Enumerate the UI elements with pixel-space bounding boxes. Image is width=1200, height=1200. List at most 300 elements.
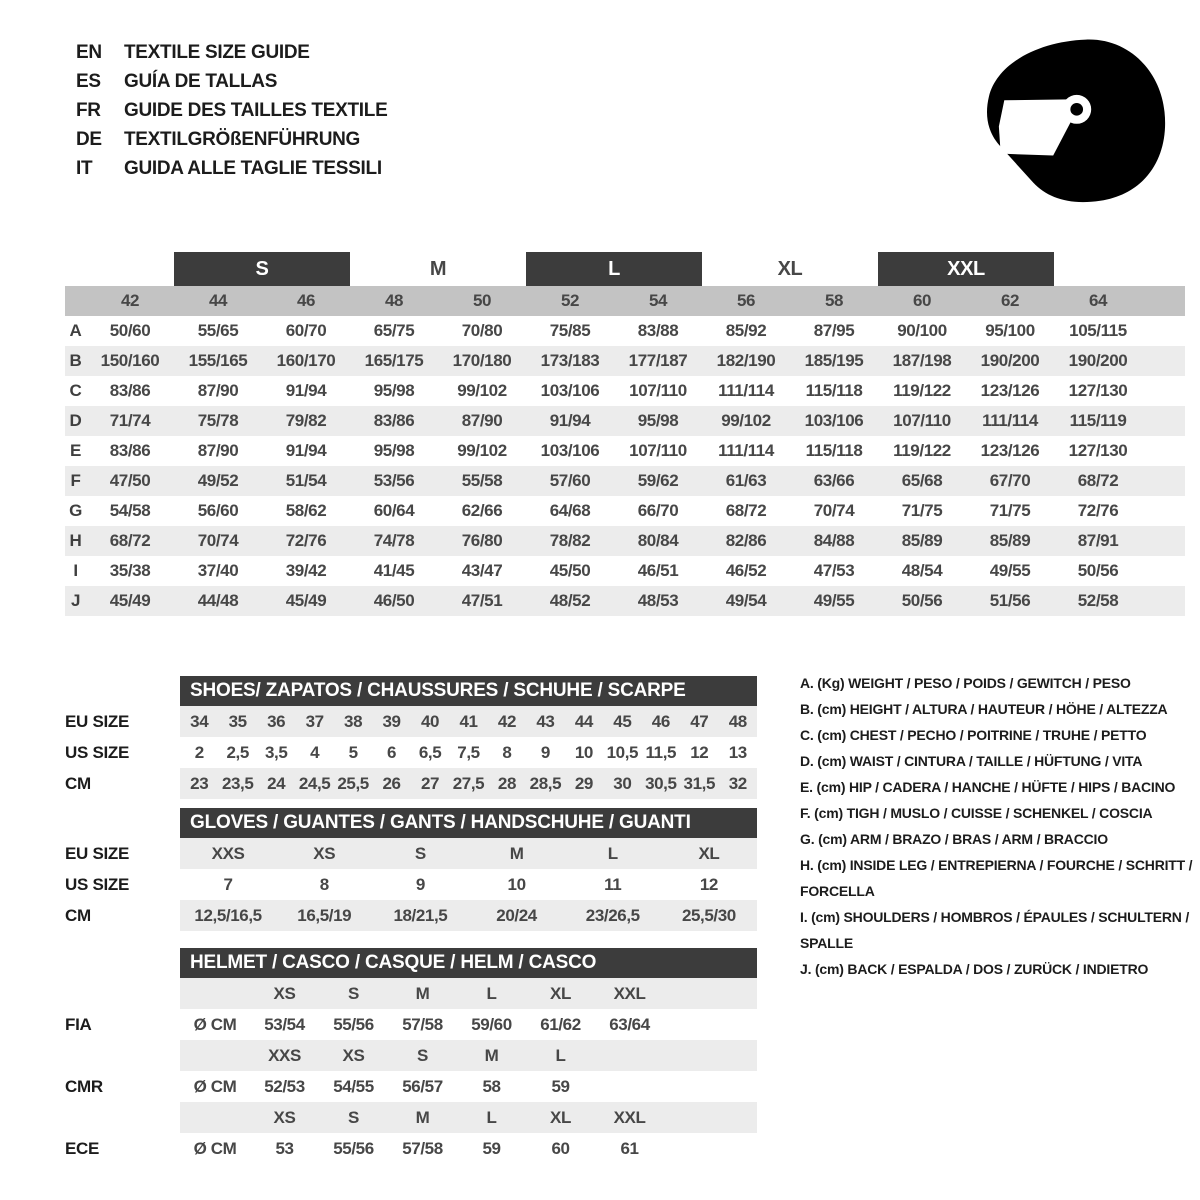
size-cell: 160/170 bbox=[276, 351, 336, 370]
size-group-s: S bbox=[174, 252, 350, 286]
size-table-row bbox=[65, 436, 1185, 466]
size-table-row bbox=[65, 466, 1185, 496]
value-cell: 35 bbox=[228, 711, 247, 731]
row-values bbox=[180, 706, 757, 737]
value-cell: 41 bbox=[459, 711, 478, 731]
size-cell: 107/110 bbox=[893, 411, 951, 430]
size-table-row bbox=[65, 406, 1185, 436]
helmet-size-values bbox=[180, 1040, 757, 1071]
value-cell: 23 bbox=[190, 773, 209, 793]
size-cell: 51/56 bbox=[989, 591, 1031, 610]
size-cell: 53/56 bbox=[373, 471, 415, 490]
helmet-value-cell: 53/54 bbox=[264, 1014, 305, 1034]
helmet-section bbox=[65, 948, 757, 1164]
size-group-xl: XL bbox=[777, 257, 803, 280]
column-header: 42 bbox=[120, 291, 140, 310]
helmet-size-cell: S bbox=[348, 1107, 359, 1127]
size-cell: 190/200 bbox=[980, 351, 1040, 370]
column-header: 52 bbox=[560, 291, 580, 310]
helmet-value-cell: 57/58 bbox=[402, 1138, 443, 1158]
size-cell: 48/53 bbox=[637, 591, 679, 610]
size-cell: 115/118 bbox=[805, 381, 863, 400]
column-header: 50 bbox=[472, 291, 492, 310]
value-cell: 7,5 bbox=[457, 742, 480, 762]
gloves-title: GLOVES / GUANTES / GANTS / HANDSCHUHE / GUANTI bbox=[180, 808, 757, 838]
value-cell: L bbox=[607, 843, 618, 863]
measure-row bbox=[65, 737, 757, 768]
value-cell: 12 bbox=[690, 742, 709, 762]
size-table-row bbox=[65, 586, 1185, 616]
size-cell: 82/86 bbox=[725, 531, 767, 550]
size-cell: 185/195 bbox=[804, 351, 864, 370]
size-cell: 79/82 bbox=[285, 411, 327, 430]
helmet-values bbox=[180, 1133, 757, 1164]
value-cell: 23/26,5 bbox=[585, 905, 640, 925]
legend-item: I. (cm) SHOULDERS / HOMBROS / ÉPAULES / SCHULTERN / SPALLE bbox=[800, 909, 1190, 951]
row-values bbox=[180, 900, 757, 931]
value-cell: 9 bbox=[415, 874, 425, 894]
size-cell: 119/122 bbox=[893, 441, 951, 460]
size-cell: 70/80 bbox=[461, 321, 503, 340]
helmet-size-cell: XL bbox=[550, 1107, 571, 1127]
helmet-size-cell: L bbox=[555, 1045, 566, 1065]
value-cell: 8 bbox=[502, 742, 512, 762]
size-cell: 62/66 bbox=[461, 501, 503, 520]
size-cell: 48/54 bbox=[901, 561, 943, 580]
column-header: 60 bbox=[912, 291, 932, 310]
value-cell: 7 bbox=[223, 874, 233, 894]
size-cell: 39/42 bbox=[285, 561, 327, 580]
legend-item: B. (cm) HEIGHT / ALTURA / HAUTEUR / HÖHE / ALTEZZA bbox=[800, 701, 1168, 717]
size-cell: 64/68 bbox=[549, 501, 591, 520]
row-label bbox=[65, 1040, 180, 1071]
size-cell: 71/75 bbox=[901, 501, 943, 520]
helmet-value-cell: 54/55 bbox=[333, 1076, 374, 1096]
size-cell: 123/126 bbox=[980, 441, 1040, 460]
row-label bbox=[65, 1102, 180, 1133]
helmet-value-cell: 53 bbox=[275, 1138, 294, 1158]
value-cell: 12 bbox=[699, 874, 718, 894]
helmet-size-cell: XS bbox=[273, 1107, 296, 1127]
value-cell: 45 bbox=[613, 711, 632, 731]
value-cell: 43 bbox=[536, 711, 555, 731]
size-cell: 49/54 bbox=[725, 591, 767, 610]
value-cell: S bbox=[414, 843, 426, 863]
value-cell: 36 bbox=[267, 711, 286, 731]
value-cell: 42 bbox=[497, 711, 516, 731]
size-cell: 56/60 bbox=[197, 501, 239, 520]
value-cell: 30 bbox=[613, 773, 632, 793]
size-cell: 107/110 bbox=[629, 381, 687, 400]
value-cell: 27 bbox=[420, 773, 440, 793]
measure-row bbox=[65, 768, 757, 799]
value-cell: 31,5 bbox=[683, 773, 716, 793]
row-letter: D bbox=[69, 411, 82, 430]
helmet-size-values bbox=[180, 978, 757, 1009]
row-letter: E bbox=[70, 441, 81, 460]
size-cell: 66/70 bbox=[637, 501, 679, 520]
legend-item: E. (cm) HIP / CADERA / HANCHE / HÜFTE / HIPS / BACINO bbox=[800, 779, 1176, 795]
row-letter: I bbox=[73, 561, 78, 580]
size-cell: 83/86 bbox=[373, 411, 415, 430]
size-cell: 99/102 bbox=[457, 381, 507, 400]
size-cell: 57/60 bbox=[549, 471, 591, 490]
helmet-value-cell: 56/57 bbox=[402, 1076, 443, 1096]
size-cell: 95/98 bbox=[373, 441, 415, 460]
helmet-value-row bbox=[65, 1133, 757, 1164]
language-label: GUÍA DE TALLAS bbox=[124, 70, 278, 92]
size-cell: 91/94 bbox=[549, 411, 591, 430]
helmet-size-row bbox=[65, 978, 757, 1009]
legend-item: H. (cm) INSIDE LEG / ENTREPIERNA / FOURCHE / SCHRITT / FORCELLA bbox=[800, 857, 1193, 899]
helmet-size-cell: S bbox=[417, 1045, 428, 1065]
value-cell: 3,5 bbox=[264, 742, 288, 762]
value-cell: XL bbox=[698, 843, 720, 863]
helmet-value-cell: 63/64 bbox=[609, 1014, 650, 1034]
value-cell: 2 bbox=[194, 742, 204, 762]
language-row bbox=[76, 125, 387, 154]
value-cell: 26 bbox=[382, 773, 401, 793]
value-cell: 25,5 bbox=[337, 773, 369, 793]
helmet-value-cell: 55/56 bbox=[333, 1138, 374, 1158]
size-cell: 95/100 bbox=[985, 321, 1035, 340]
size-cell: 44/48 bbox=[197, 591, 239, 610]
size-cell: 155/165 bbox=[188, 351, 248, 370]
standard-label: FIA bbox=[65, 1014, 92, 1034]
language-code: FR bbox=[76, 99, 101, 121]
size-cell: 71/74 bbox=[109, 411, 151, 430]
size-table-row bbox=[65, 496, 1185, 526]
row-letter: F bbox=[70, 471, 81, 490]
helmet-size-cell: XXL bbox=[613, 983, 646, 1003]
legend-item: G. (cm) ARM / BRAZO / BRAS / ARM / BRACCIO bbox=[800, 831, 1108, 847]
helmet-size-values bbox=[180, 1102, 757, 1133]
size-cell: 50/56 bbox=[1077, 561, 1119, 580]
size-cell: 87/90 bbox=[197, 381, 239, 400]
language-label: TEXTILE SIZE GUIDE bbox=[124, 41, 310, 63]
helmet-value-cell: 61/62 bbox=[540, 1014, 581, 1034]
size-cell: 68/72 bbox=[1077, 471, 1119, 490]
column-header: 62 bbox=[1000, 291, 1020, 310]
row-values bbox=[180, 768, 757, 799]
size-cell: 47/50 bbox=[109, 471, 151, 490]
helmet-value-row bbox=[65, 1009, 757, 1040]
helmet-title: HELMET / CASCO / CASQUE / HELM / CASCO bbox=[180, 948, 757, 978]
helmet-value-cell: 58 bbox=[482, 1076, 501, 1096]
value-cell: M bbox=[509, 843, 524, 863]
column-header: 64 bbox=[1088, 291, 1108, 310]
size-cell: 45/49 bbox=[109, 591, 151, 610]
size-cell: 78/82 bbox=[549, 531, 591, 550]
value-cell: 38 bbox=[344, 711, 363, 731]
size-cell: 87/91 bbox=[1077, 531, 1119, 550]
language-label: TEXTILGRÖßENFÜHRUNG bbox=[124, 128, 361, 150]
value-cell: 6 bbox=[387, 742, 397, 762]
helmet-rows bbox=[65, 978, 757, 1164]
size-cell: 74/78 bbox=[373, 531, 415, 550]
size-table-row bbox=[65, 526, 1185, 556]
value-cell: 48 bbox=[728, 711, 747, 731]
standard-label: CMR bbox=[65, 1076, 103, 1096]
language-row bbox=[76, 154, 387, 183]
size-cell: 43/47 bbox=[461, 561, 503, 580]
size-cell: 70/74 bbox=[197, 531, 239, 550]
row-letter: B bbox=[69, 351, 82, 370]
value-cell: 24,5 bbox=[298, 773, 331, 793]
value-cell: 20/24 bbox=[496, 905, 537, 925]
value-cell: 4 bbox=[310, 742, 320, 762]
language-row bbox=[76, 96, 387, 125]
value-cell: 16,5/19 bbox=[297, 905, 352, 925]
size-cell: 165/175 bbox=[364, 351, 424, 370]
shoes-title: SHOES/ ZAPATOS / CHAUSSURES / SCHUHE / SCARPE bbox=[180, 676, 757, 706]
size-cell: 91/94 bbox=[285, 441, 327, 460]
size-cell: 103/106 bbox=[804, 411, 864, 430]
value-cell: 37 bbox=[305, 711, 324, 731]
size-cell: 46/50 bbox=[373, 591, 415, 610]
measurement-legend bbox=[800, 670, 1200, 982]
helmet-size-cell: XXS bbox=[268, 1045, 301, 1065]
size-table-row bbox=[65, 316, 1185, 346]
value-cell: 11 bbox=[604, 874, 622, 894]
row-values bbox=[180, 737, 757, 768]
size-cell: 91/94 bbox=[285, 381, 327, 400]
row-letter: J bbox=[70, 591, 81, 610]
legend-item: F. (cm) TIGH / MUSLO / CUISSE / SCHENKEL / COSCIA bbox=[800, 805, 1153, 821]
size-cell: 37/40 bbox=[197, 561, 239, 580]
row-letter: H bbox=[69, 531, 82, 550]
column-header-row bbox=[65, 286, 1185, 316]
size-cell: 72/76 bbox=[1077, 501, 1119, 520]
unit-cell: Ø CM bbox=[193, 1076, 237, 1096]
column-header: 46 bbox=[296, 291, 316, 310]
value-cell: 24 bbox=[267, 773, 286, 793]
size-cell: 48/52 bbox=[549, 591, 591, 610]
size-table-row bbox=[65, 376, 1185, 406]
size-table-row bbox=[65, 346, 1185, 376]
size-cell: 65/68 bbox=[901, 471, 943, 490]
size-cell: 190/200 bbox=[1068, 351, 1128, 370]
size-cell: 45/49 bbox=[285, 591, 327, 610]
size-cell: 47/53 bbox=[813, 561, 855, 580]
row-label: EU SIZE bbox=[65, 843, 130, 863]
size-group-header-row bbox=[65, 252, 1185, 286]
racing-helmet-icon bbox=[978, 36, 1170, 208]
helmet-size-cell: M bbox=[484, 1045, 499, 1065]
helmet-value-row bbox=[65, 1071, 757, 1102]
helmet-value-cell: 57/58 bbox=[402, 1014, 443, 1034]
value-cell: 30,5 bbox=[645, 773, 677, 793]
helmet-size-cell: XXL bbox=[613, 1107, 646, 1127]
size-cell: 68/72 bbox=[109, 531, 151, 550]
size-cell: 76/80 bbox=[461, 531, 503, 550]
row-label: EU SIZE bbox=[65, 711, 130, 731]
size-cell: 61/63 bbox=[725, 471, 767, 490]
helmet-value-cell: 59 bbox=[482, 1138, 501, 1158]
size-table-row bbox=[65, 556, 1185, 586]
size-cell: 119/122 bbox=[893, 381, 951, 400]
value-cell: 29 bbox=[574, 773, 593, 793]
size-cell: 173/183 bbox=[540, 351, 600, 370]
size-cell: 55/65 bbox=[197, 321, 239, 340]
language-row bbox=[76, 67, 387, 96]
size-cell: 46/52 bbox=[725, 561, 767, 580]
size-cell: 85/89 bbox=[901, 531, 943, 550]
size-cell: 60/70 bbox=[285, 321, 327, 340]
value-cell: 9 bbox=[540, 742, 550, 762]
size-cell: 46/51 bbox=[637, 561, 679, 580]
row-values bbox=[180, 838, 757, 869]
row-label: US SIZE bbox=[65, 874, 130, 894]
gloves-rows bbox=[65, 838, 757, 931]
size-cell: 87/90 bbox=[197, 441, 239, 460]
size-cell: 115/119 bbox=[1069, 411, 1127, 430]
measure-row bbox=[65, 838, 757, 869]
row-label bbox=[65, 978, 180, 1009]
size-cell: 75/85 bbox=[549, 321, 591, 340]
size-cell: 72/76 bbox=[285, 531, 327, 550]
value-cell: 13 bbox=[728, 742, 747, 762]
helmet-size-cell: XS bbox=[342, 1045, 365, 1065]
language-label: GUIDE DES TAILLES TEXTILE bbox=[124, 99, 388, 121]
value-cell: 28 bbox=[497, 773, 516, 793]
row-letter: C bbox=[69, 381, 82, 400]
size-cell: 107/110 bbox=[629, 441, 687, 460]
size-cell: 59/62 bbox=[637, 471, 679, 490]
unit-cell: Ø CM bbox=[193, 1014, 237, 1034]
size-cell: 70/74 bbox=[813, 501, 855, 520]
size-cell: 99/102 bbox=[721, 411, 771, 430]
helmet-value-cell: 60 bbox=[551, 1138, 570, 1158]
size-cell: 54/58 bbox=[109, 501, 151, 520]
size-group-l: L bbox=[526, 252, 702, 286]
language-list bbox=[76, 38, 387, 183]
legend-item: C. (cm) CHEST / PECHO / POITRINE / TRUHE / PETTO bbox=[800, 727, 1147, 743]
size-cell: 71/75 bbox=[989, 501, 1031, 520]
helmet-size-row bbox=[65, 1040, 757, 1071]
column-header: 54 bbox=[648, 291, 668, 310]
language-code: DE bbox=[76, 128, 102, 150]
size-cell: 85/92 bbox=[725, 321, 767, 340]
value-cell: 40 bbox=[420, 711, 440, 731]
size-cell: 49/55 bbox=[989, 561, 1031, 580]
legend-item: A. (Kg) WEIGHT / PESO / POIDS / GEWITCH / PESO bbox=[800, 675, 1131, 691]
size-cell: 105/115 bbox=[1069, 321, 1127, 340]
row-letter: G bbox=[69, 501, 82, 520]
helmet-values bbox=[180, 1071, 757, 1102]
size-cell: 47/51 bbox=[461, 591, 503, 610]
value-cell: 46 bbox=[651, 711, 670, 731]
row-label: CM bbox=[65, 773, 91, 793]
unit-cell: Ø CM bbox=[193, 1138, 237, 1158]
helmet-size-cell: XS bbox=[273, 983, 296, 1003]
value-cell: 10,5 bbox=[606, 742, 639, 762]
value-cell: 11,5 bbox=[645, 742, 677, 762]
helmet-value-cell: 59/60 bbox=[471, 1014, 512, 1034]
value-cell: 34 bbox=[190, 711, 209, 731]
value-cell: 25,5/30 bbox=[681, 905, 736, 925]
value-cell: 23,5 bbox=[221, 773, 254, 793]
column-header: 58 bbox=[824, 291, 844, 310]
size-cell: 67/70 bbox=[989, 471, 1031, 490]
size-cell: 90/100 bbox=[897, 321, 947, 340]
helmet-size-row bbox=[65, 1102, 757, 1133]
size-cell: 58/62 bbox=[285, 501, 327, 520]
value-cell: 5 bbox=[348, 742, 358, 762]
value-cell: 10 bbox=[507, 874, 526, 894]
size-cell: 123/126 bbox=[980, 381, 1040, 400]
helmet-size-cell: S bbox=[348, 983, 359, 1003]
size-cell: 95/98 bbox=[373, 381, 415, 400]
size-cell: 55/58 bbox=[461, 471, 503, 490]
language-code: ES bbox=[76, 70, 101, 92]
size-cell: 127/130 bbox=[1068, 441, 1128, 460]
size-cell: 50/60 bbox=[109, 321, 151, 340]
size-cell: 87/90 bbox=[461, 411, 503, 430]
shoes-section bbox=[65, 676, 757, 799]
language-row bbox=[76, 38, 387, 67]
column-header: 48 bbox=[384, 291, 404, 310]
size-cell: 111/114 bbox=[718, 381, 774, 400]
gloves-section bbox=[65, 808, 757, 931]
size-cell: 170/180 bbox=[452, 351, 512, 370]
size-cell: 49/52 bbox=[197, 471, 239, 490]
size-cell: 95/98 bbox=[637, 411, 679, 430]
language-code: IT bbox=[76, 157, 93, 179]
value-cell: 32 bbox=[728, 773, 747, 793]
value-cell: 8 bbox=[319, 874, 329, 894]
size-cell: 50/56 bbox=[901, 591, 943, 610]
column-header: 44 bbox=[208, 291, 228, 310]
legend-item: J. (cm) BACK / ESPALDA / DOS / ZURÜCK / INDIETRO bbox=[800, 961, 1149, 977]
size-cell: 127/130 bbox=[1068, 381, 1128, 400]
size-group-xxl: XXL bbox=[878, 252, 1054, 286]
row-label: US SIZE bbox=[65, 742, 130, 762]
size-cell: 52/58 bbox=[1077, 591, 1119, 610]
size-cell: 49/55 bbox=[813, 591, 855, 610]
size-cell: 87/95 bbox=[813, 321, 855, 340]
size-cell: 111/114 bbox=[982, 411, 1038, 430]
helmet-size-cell: M bbox=[415, 983, 430, 1003]
size-cell: 182/190 bbox=[716, 351, 776, 370]
size-table bbox=[65, 252, 1185, 616]
size-cell: 65/75 bbox=[373, 321, 415, 340]
helmet-value-cell: 55/56 bbox=[333, 1014, 374, 1034]
size-cell: 83/86 bbox=[109, 381, 151, 400]
size-cell: 68/72 bbox=[725, 501, 767, 520]
standard-label: ECE bbox=[65, 1138, 100, 1158]
value-cell: 47 bbox=[690, 711, 709, 731]
size-cell: 187/198 bbox=[892, 351, 952, 370]
value-cell: 27,5 bbox=[452, 773, 485, 793]
size-group-m: M bbox=[429, 257, 447, 280]
value-cell: 6,5 bbox=[418, 742, 442, 762]
value-cell: 18/21,5 bbox=[393, 905, 448, 925]
size-cell: 41/45 bbox=[373, 561, 415, 580]
measure-row bbox=[65, 869, 757, 900]
size-cell: 83/88 bbox=[637, 321, 679, 340]
row-label: CM bbox=[65, 905, 91, 925]
value-cell: 28,5 bbox=[529, 773, 562, 793]
size-cell: 115/118 bbox=[805, 441, 863, 460]
measure-row bbox=[65, 900, 757, 931]
helmet-size-cell: M bbox=[415, 1107, 430, 1127]
size-cell: 75/78 bbox=[197, 411, 239, 430]
helmet-value-cell: 59 bbox=[551, 1076, 570, 1096]
helmet-size-cell: XL bbox=[550, 983, 571, 1003]
row-letter: A bbox=[69, 321, 82, 340]
size-cell: 111/114 bbox=[718, 441, 774, 460]
